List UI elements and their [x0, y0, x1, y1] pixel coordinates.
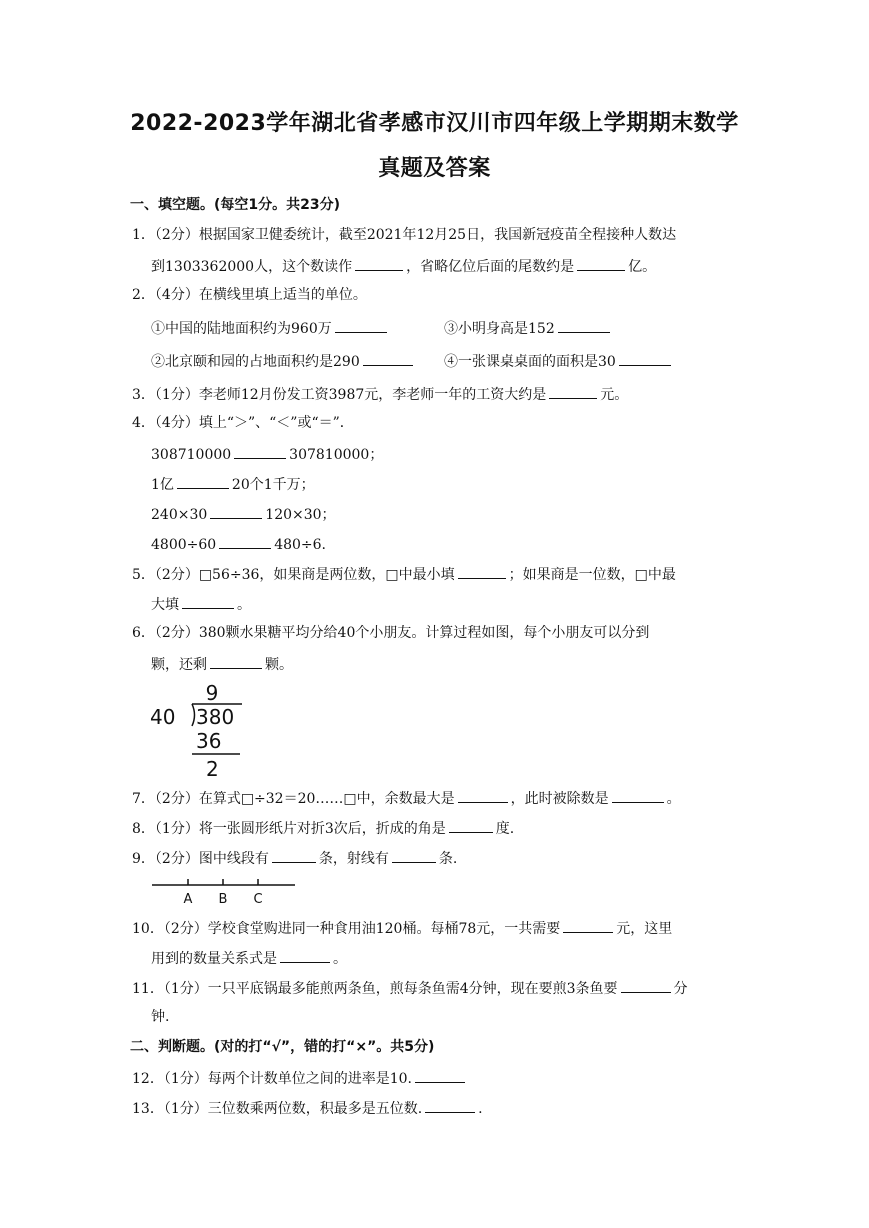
question-4-row-2: [151, 474, 315, 494]
question-7-text-c: 。: [666, 791, 681, 807]
question-6-text-a: 颗，还剩: [151, 657, 207, 673]
answer-blank[interactable]: [234, 444, 286, 459]
question-2-text-b: ②北京颐和园的占地面积约是290: [151, 354, 360, 370]
question-5-line-1: [132, 564, 676, 584]
question-2-item-c: [444, 318, 613, 338]
compare-left: 4800÷60: [151, 537, 217, 553]
question-4-line-1: 4．（4分）填上“＞”、“＜”或“＝”．: [132, 415, 354, 431]
question-10-text-c: 用到的数量关系式是: [151, 951, 277, 967]
question-6-text-b: 颗。: [265, 657, 293, 673]
question-13-text-a: 13．（1分）三位数乘两位数，积最多是五位数.: [132, 1101, 423, 1117]
question-7: [132, 788, 681, 808]
answer-blank[interactable]: [363, 351, 413, 366]
section-heading-fill-in: 一、填空题。(每空1分。共23分): [130, 197, 341, 213]
question-9: [132, 848, 457, 868]
question-10-line-1: [132, 918, 672, 938]
question-3: [132, 384, 628, 404]
question-6-line-2: [151, 654, 293, 674]
answer-blank[interactable]: [425, 1098, 475, 1113]
division-dividend: 380: [196, 705, 235, 729]
division-divisor: 40: [150, 705, 176, 729]
question-5-text-d: 。: [237, 597, 251, 613]
question-13: [132, 1098, 483, 1118]
question-11-text-a: 11．（1分）一只平底锅最多能煎两条鱼，煎每条鱼需4分钟，现在要煎3条鱼要: [132, 981, 618, 997]
division-remainder: 2: [206, 757, 219, 780]
division-product: 36: [196, 729, 222, 753]
compare-left: 1亿: [151, 477, 174, 493]
answer-blank[interactable]: [449, 818, 493, 833]
question-8-text-b: 度.: [495, 821, 515, 837]
question-8: [132, 818, 514, 838]
point-label-c: C: [253, 892, 263, 907]
question-13-text-b: .: [478, 1101, 483, 1117]
question-2-text-d: ④一张课桌桌面的面积是30: [444, 354, 616, 370]
question-8-text-a: 8．（1分）将一张圆形纸片对折3次后，折成的角是: [132, 821, 446, 837]
question-5-text-c: 大填: [151, 597, 179, 613]
question-2-item-d: [444, 351, 674, 371]
compare-right: 120×30；: [265, 507, 336, 523]
question-3-text-b: 元。: [600, 387, 629, 403]
answer-blank[interactable]: [458, 564, 506, 579]
question-4-row-4: [151, 534, 326, 554]
question-10-line-2: [151, 948, 347, 968]
answer-blank[interactable]: [621, 978, 671, 993]
question-1-line-2: [151, 256, 656, 276]
question-11-line-2: 钟.: [151, 1009, 170, 1025]
answer-blank[interactable]: [210, 504, 262, 519]
question-12: [132, 1068, 468, 1088]
question-6-line-1: 6．（2分）380颗水果糖平均分给40个小朋友。计算过程如图，每个小朋友可以分到: [132, 625, 650, 641]
question-4-row-1: [151, 444, 383, 464]
question-2-line-1: 2．（4分）在横线里填上适当的单位。: [132, 287, 367, 303]
point-label-b: B: [218, 892, 228, 907]
division-quotient: 9: [205, 681, 219, 705]
question-1-text-c: 亿。: [628, 259, 657, 275]
question-10-text-b: 元，这里: [616, 921, 673, 937]
answer-blank[interactable]: [563, 918, 613, 933]
answer-blank[interactable]: [219, 534, 271, 549]
answer-blank[interactable]: [177, 474, 229, 489]
answer-blank[interactable]: [558, 318, 610, 333]
question-2-item-b: [151, 351, 416, 371]
compare-left: 308710000: [151, 447, 232, 463]
question-2-text-c: ③小明身高是152: [444, 321, 555, 337]
question-7-text-b: ，此时被除数是: [510, 791, 609, 807]
question-1-text-b: ，省略亿位后面的尾数约是: [406, 259, 575, 275]
question-9-text-a: 9．（2分）图中线段有: [132, 851, 269, 867]
answer-blank[interactable]: [458, 788, 508, 803]
answer-blank[interactable]: [415, 1068, 465, 1083]
answer-blank[interactable]: [272, 848, 316, 863]
answer-blank[interactable]: [619, 351, 671, 366]
question-5-text-b: ；如果商是一位数，□中最: [508, 567, 676, 583]
question-2-text-a: ①中国的陆地面积约为960万: [151, 321, 332, 337]
answer-blank[interactable]: [549, 384, 597, 399]
question-9-text-c: 条.: [438, 851, 458, 867]
question-5-line-2: [151, 594, 251, 614]
answer-blank[interactable]: [335, 318, 387, 333]
question-4-row-3: [151, 504, 336, 524]
question-9-text-b: 条，射线有: [318, 851, 389, 867]
question-3-text-a: 3．（1分）李老师12月份发工资3987元，李老师一年的工资大约是: [132, 387, 547, 403]
question-7-text-a: 7．（2分）在算式□÷32＝20……□中，余数最大是: [132, 791, 455, 807]
compare-left: 240×30: [151, 507, 208, 523]
long-division-figure: [148, 680, 248, 780]
section-heading-true-false: 二、判断题。(对的打“√”，错的打“×”。共5分): [130, 1039, 435, 1055]
answer-blank[interactable]: [182, 594, 234, 609]
page-title-line-2: 真题及答案: [378, 156, 491, 181]
answer-blank[interactable]: [577, 256, 625, 271]
question-11-line-1: [132, 978, 688, 998]
question-1-text-a: 到1303362000人，这个数读作: [151, 259, 353, 275]
compare-right: 307810000；: [289, 447, 384, 463]
compare-right: 20个1千万；: [231, 477, 315, 493]
answer-blank[interactable]: [280, 948, 330, 963]
question-10-text-a: 10．（2分）学校食堂购进同一种食用油120桶。每桶78元，一共需要: [132, 921, 561, 937]
question-10-text-d: 。: [333, 951, 347, 967]
answer-blank[interactable]: [210, 654, 262, 669]
answer-blank[interactable]: [612, 788, 664, 803]
question-5-text-a: 5．（2分）□56÷36，如果商是两位数，□中最小填: [132, 567, 455, 583]
page-title-line-1: 2022-2023学年湖北省孝感市汉川市四年级上学期期末数学: [130, 111, 739, 136]
answer-blank[interactable]: [392, 848, 436, 863]
question-12-text-a: 12．（1分）每两个计数单位之间的进率是10.: [132, 1071, 412, 1087]
question-2-item-a: [151, 318, 390, 338]
compare-right: 480÷6.: [274, 537, 326, 553]
point-label-a: A: [183, 892, 193, 907]
answer-blank[interactable]: [355, 256, 403, 271]
line-segment-figure: [150, 874, 300, 908]
question-1-line-1: 1．（2分）根据国家卫健委统计，截至2021年12月25日，我国新冠疫苗全程接种人数达: [132, 227, 677, 243]
question-11-text-b: 分: [673, 981, 688, 997]
